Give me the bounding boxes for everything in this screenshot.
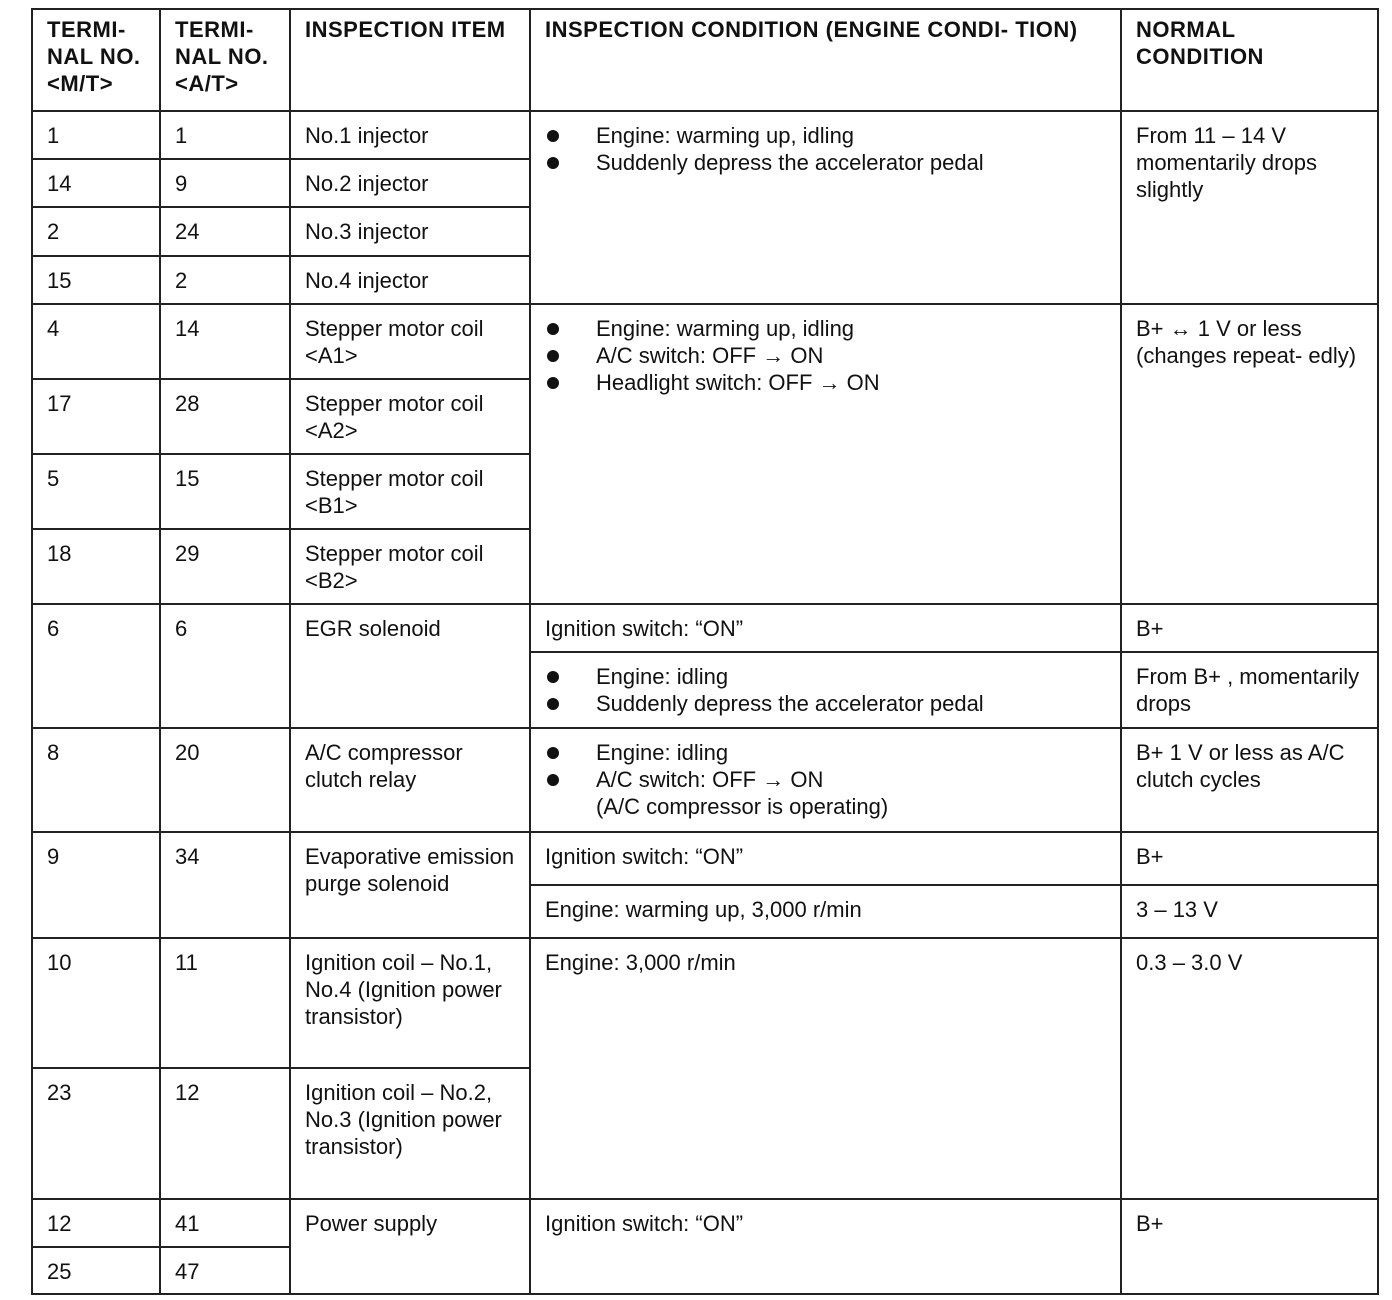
terminal-mt: 10 <box>32 938 160 1068</box>
inspection-condition: Engine: 3,000 r/min <box>530 938 1121 1199</box>
terminal-at: 14 <box>160 304 290 379</box>
condition-bullet: Engine: idling <box>545 663 1112 690</box>
inspection-condition: Ignition switch: “ON” <box>530 832 1121 885</box>
table-row <box>32 1199 1378 1247</box>
terminal-at: 11 <box>160 938 290 1068</box>
inspection-condition: Ignition switch: “ON” <box>530 604 1121 652</box>
condition-bullet: Engine: warming up, idling <box>545 122 1112 149</box>
terminal-at: 6 <box>160 604 290 727</box>
terminal-at: 24 <box>160 207 290 255</box>
normal-condition: B+ ↔ 1 V or less (changes repeat- edly) <box>1121 304 1378 605</box>
bullet-icon <box>547 157 559 169</box>
terminal-mt: 1 <box>32 111 160 159</box>
bullet-icon <box>547 671 559 683</box>
inspection-condition: Engine: warming up, 3,000 r/min <box>530 885 1121 938</box>
terminal-at: 28 <box>160 379 290 454</box>
terminal-at: 20 <box>160 728 290 832</box>
table-row <box>32 938 1378 1068</box>
terminal-mt: 17 <box>32 379 160 454</box>
inspection-condition <box>530 304 1121 605</box>
inspection-condition <box>530 652 1121 727</box>
terminal-at: 29 <box>160 529 290 604</box>
condition-bullet: A/C switch: OFF → ON <box>545 766 1112 793</box>
inspection-item: Evaporative emission purge solenoid <box>290 832 530 938</box>
bullet-icon <box>547 774 559 786</box>
terminal-at: 47 <box>160 1247 290 1294</box>
condition-bullet: Suddenly depress the accelerator pedal <box>545 149 1112 176</box>
normal-condition: From 11 – 14 V momentarily drops slightly <box>1121 111 1378 303</box>
bullet-icon <box>547 130 559 142</box>
terminal-at: 2 <box>160 256 290 304</box>
table-row <box>32 304 1378 379</box>
terminal-at: 1 <box>160 111 290 159</box>
bullet-icon <box>547 323 559 335</box>
condition-bullet: Engine: warming up, idling <box>545 315 1112 342</box>
normal-condition: 3 – 13 V <box>1121 885 1378 938</box>
header-inspection-condition: INSPECTION CONDITION (ENGINE CONDI- TION) <box>530 9 1121 111</box>
terminal-mt: 8 <box>32 728 160 832</box>
inspection-table <box>31 8 1379 1295</box>
terminal-mt: 2 <box>32 207 160 255</box>
condition-bullet: A/C switch: OFF → ON <box>545 342 1112 369</box>
terminal-mt: 25 <box>32 1247 160 1294</box>
bullet-icon <box>547 698 559 710</box>
inspection-item: No.1 injector <box>290 111 530 159</box>
inspection-item: Ignition coil – No.1, No.4 (Ignition power transistor) <box>290 938 530 1068</box>
terminal-mt: 18 <box>32 529 160 604</box>
inspection-item: EGR solenoid <box>290 604 530 727</box>
normal-condition: B+ <box>1121 832 1378 885</box>
condition-note: (A/C compressor is operating) <box>596 793 889 819</box>
table-row <box>32 832 1378 885</box>
bullet-icon <box>547 377 559 389</box>
header-terminal-at: TERMI- NAL NO. <A/T> <box>160 9 290 111</box>
terminal-at: 9 <box>160 159 290 207</box>
bullet-icon <box>547 747 559 759</box>
inspection-item: Stepper motor coil <A1> <box>290 304 530 379</box>
inspection-item: Ignition coil – No.2, No.3 (Ignition power transistor) <box>290 1068 530 1198</box>
header-terminal-mt: TERMI- NAL NO. <M/T> <box>32 9 160 111</box>
terminal-mt: 9 <box>32 832 160 938</box>
inspection-item: Stepper motor coil <B1> <box>290 454 530 529</box>
inspection-item: No.4 injector <box>290 256 530 304</box>
inspection-condition <box>530 111 1121 303</box>
terminal-mt: 12 <box>32 1199 160 1247</box>
header-inspection-item: INSPECTION ITEM <box>290 9 530 111</box>
terminal-mt: 23 <box>32 1068 160 1198</box>
header-row <box>32 9 1378 111</box>
inspection-item: Stepper motor coil <A2> <box>290 379 530 454</box>
normal-condition: 0.3 – 3.0 V <box>1121 938 1378 1199</box>
inspection-item: A/C compressor clutch relay <box>290 728 530 832</box>
condition-bullet: Suddenly depress the accelerator pedal <box>545 690 1112 717</box>
normal-condition: B+ <box>1121 1199 1378 1294</box>
terminal-mt: 6 <box>32 604 160 727</box>
inspection-item: No.3 injector <box>290 207 530 255</box>
table-row <box>32 604 1378 652</box>
terminal-at: 15 <box>160 454 290 529</box>
terminal-at: 34 <box>160 832 290 938</box>
terminal-mt: 14 <box>32 159 160 207</box>
normal-condition: B+ 1 V or less as A/C clutch cycles <box>1121 728 1378 832</box>
normal-condition: From B+ , momentarily drops <box>1121 652 1378 727</box>
terminal-at: 12 <box>160 1068 290 1198</box>
condition-bullet: Engine: idling <box>545 739 1112 766</box>
terminal-at: 41 <box>160 1199 290 1247</box>
table-row <box>32 111 1378 159</box>
inspection-condition <box>530 728 1121 832</box>
inspection-item: No.2 injector <box>290 159 530 207</box>
bullet-icon <box>547 350 559 362</box>
normal-condition: B+ <box>1121 604 1378 652</box>
terminal-mt: 5 <box>32 454 160 529</box>
header-normal-condition: NORMAL CONDITION <box>1121 9 1378 111</box>
inspection-item: Power supply <box>290 1199 530 1294</box>
inspection-item: Stepper motor coil <B2> <box>290 529 530 604</box>
terminal-mt: 15 <box>32 256 160 304</box>
terminal-mt: 4 <box>32 304 160 379</box>
table-row <box>32 728 1378 832</box>
condition-bullet: Headlight switch: OFF → ON <box>545 369 1112 396</box>
inspection-condition: Ignition switch: “ON” <box>530 1199 1121 1294</box>
